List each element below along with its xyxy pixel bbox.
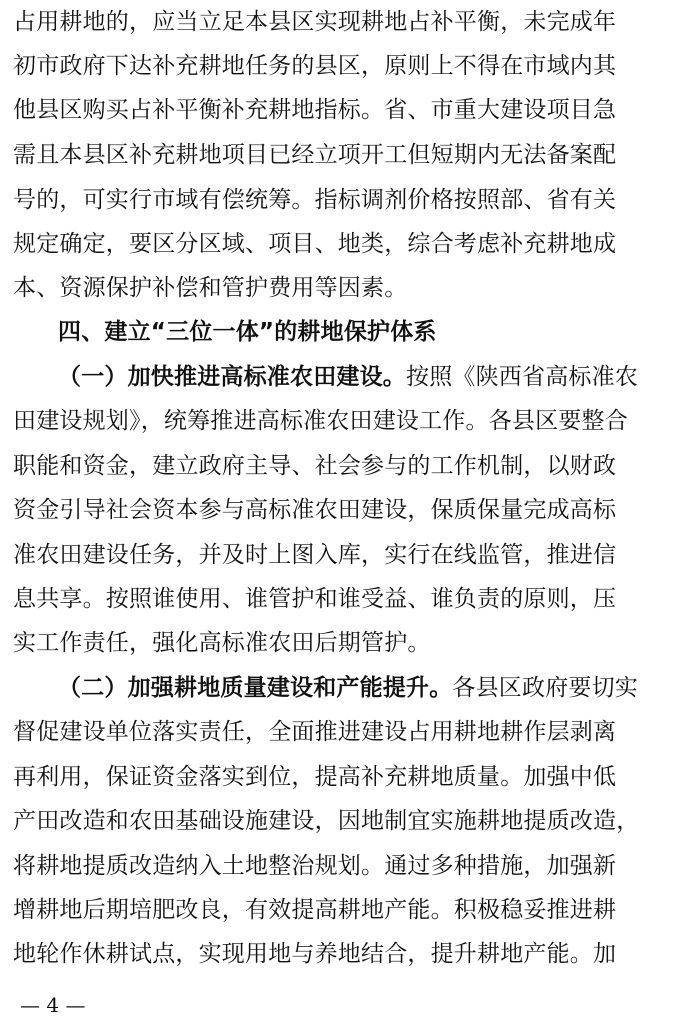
section-heading: 四、建立“三位一体”的耕地保护体系 <box>58 319 437 345</box>
text-line: 规定确定，要区分区域、项目、地类，综合考虑补充耕地成 <box>13 231 617 257</box>
text-line: 产田改造和农田基础设施建设，因地制宜实施耕地提质改造， <box>13 808 640 834</box>
text-line: 督促建设单位落实责任，全面推进建设占用耕地耕作层剥离 <box>13 719 617 745</box>
page-number: — 4 — <box>20 993 86 1017</box>
text-line: 初市政府下达补充耕地任务的县区，原则上不得在市域内其 <box>13 53 617 79</box>
paragraph-first-line <box>58 668 673 708</box>
paragraph-first-line <box>58 357 673 397</box>
text-line: 增耕地后期培肥改良，有效提高耕地产能。积极稳妥推进耕 <box>13 897 617 923</box>
text-run: 按照《陕西省高标准农 <box>406 364 638 390</box>
text-line: 占用耕地的，应当立足本县区实现耕地占补平衡，未完成年 <box>13 9 617 35</box>
text-line: 资金引导社会资本参与高标准农田建设，保质保量完成高标 <box>13 497 617 523</box>
subsection-heading: （二）加强耕地质量建设和产能提升。 <box>58 675 453 701</box>
text-line: 实工作责任，强化高标准农田后期管护。 <box>13 630 431 656</box>
text-run: 各县区政府要切实 <box>452 675 639 701</box>
text-line: 田建设规划》，统筹推进高标准农田建设工作。各县区要整合 <box>13 408 628 434</box>
text-line: 本、资源保护补偿和管护费用等因素。 <box>13 275 408 301</box>
text-line: 需且本县区补充耕地项目已经立项开工但短期内无法备案配 <box>13 142 617 168</box>
text-line: 准农田建设任务，并及时上图入库，实行在线监管，推进信 <box>13 542 617 568</box>
text-line: 他县区购买占补平衡补充耕地指标。省、市重大建设项目急 <box>13 97 617 123</box>
text-line: 再利用，保证资金落实到位，提高补充耕地质量。加强中低 <box>13 764 617 790</box>
subsection-heading: （一）加快推进高标准农田建设。 <box>58 364 406 390</box>
text-line: 息共享。按照谁使用、谁管护和谁受益、谁负责的原则，压 <box>13 586 617 612</box>
text-line: 将耕地提质改造纳入土地整治规划。通过多种措施，加强新 <box>13 853 617 879</box>
text-line: 职能和资金，建立政府主导、社会参与的工作机制，以财政 <box>13 453 617 479</box>
text-line: 地轮作休耕试点，实现用地与养地结合，提升耕地产能。加 <box>13 941 617 967</box>
text-line: 号的，可实行市域有偿统筹。指标调剂价格按照部、省有关 <box>13 187 617 213</box>
